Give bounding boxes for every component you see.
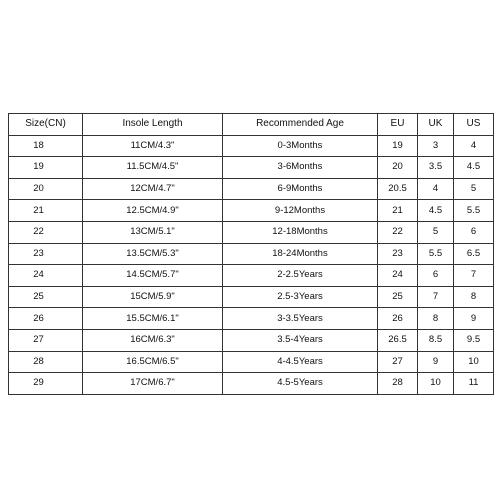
cell-us: 6.5	[454, 243, 494, 265]
cell-uk: 10	[418, 373, 454, 395]
cell-uk: 5	[418, 221, 454, 243]
cell-size-cn: 26	[9, 308, 83, 330]
cell-eu: 26	[378, 308, 418, 330]
cell-us: 10	[454, 351, 494, 373]
table-row	[9, 308, 494, 330]
cell-recommended-age: 3-3.5Years	[223, 308, 378, 330]
cell-uk: 3	[418, 135, 454, 157]
cell-eu: 28	[378, 373, 418, 395]
cell-uk: 7	[418, 286, 454, 308]
size-chart-body	[9, 135, 494, 394]
cell-size-cn: 25	[9, 286, 83, 308]
cell-us: 9.5	[454, 329, 494, 351]
header-us: US	[454, 114, 494, 136]
cell-size-cn: 29	[9, 373, 83, 395]
cell-recommended-age: 2-2.5Years	[223, 265, 378, 287]
cell-insole-length: 16CM/6.3"	[83, 329, 223, 351]
cell-recommended-age: 4-4.5Years	[223, 351, 378, 373]
cell-eu: 22	[378, 221, 418, 243]
table-row	[9, 243, 494, 265]
cell-uk: 3.5	[418, 157, 454, 179]
cell-recommended-age: 2.5-3Years	[223, 286, 378, 308]
cell-us: 8	[454, 286, 494, 308]
cell-recommended-age: 12-18Months	[223, 221, 378, 243]
cell-size-cn: 19	[9, 157, 83, 179]
cell-size-cn: 18	[9, 135, 83, 157]
cell-eu: 27	[378, 351, 418, 373]
cell-eu: 24	[378, 265, 418, 287]
table-row	[9, 135, 494, 157]
cell-uk: 8	[418, 308, 454, 330]
table-row	[9, 351, 494, 373]
cell-us: 4	[454, 135, 494, 157]
header-eu: EU	[378, 114, 418, 136]
cell-eu: 25	[378, 286, 418, 308]
header-uk: UK	[418, 114, 454, 136]
cell-uk: 4.5	[418, 200, 454, 222]
cell-recommended-age: 6-9Months	[223, 178, 378, 200]
cell-size-cn: 27	[9, 329, 83, 351]
cell-uk: 9	[418, 351, 454, 373]
table-row	[9, 157, 494, 179]
cell-eu: 21	[378, 200, 418, 222]
table-row	[9, 178, 494, 200]
cell-us: 4.5	[454, 157, 494, 179]
table-row	[9, 373, 494, 395]
size-chart-table	[8, 113, 494, 395]
cell-eu: 20.5	[378, 178, 418, 200]
header-insole-length: Insole Length	[83, 114, 223, 136]
header-recommended-age: Recommended Age	[223, 114, 378, 136]
cell-insole-length: 12CM/4.7"	[83, 178, 223, 200]
cell-uk: 4	[418, 178, 454, 200]
table-row	[9, 286, 494, 308]
cell-recommended-age: 4.5-5Years	[223, 373, 378, 395]
size-chart-header	[9, 114, 494, 136]
cell-insole-length: 13.5CM/5.3"	[83, 243, 223, 265]
cell-eu: 23	[378, 243, 418, 265]
cell-insole-length: 11.5CM/4.5"	[83, 157, 223, 179]
cell-insole-length: 17CM/6.7"	[83, 373, 223, 395]
cell-size-cn: 24	[9, 265, 83, 287]
cell-size-cn: 23	[9, 243, 83, 265]
cell-recommended-age: 18-24Months	[223, 243, 378, 265]
cell-us: 11	[454, 373, 494, 395]
cell-insole-length: 14.5CM/5.7"	[83, 265, 223, 287]
cell-us: 5	[454, 178, 494, 200]
cell-uk: 8.5	[418, 329, 454, 351]
cell-insole-length: 12.5CM/4.9"	[83, 200, 223, 222]
table-row	[9, 265, 494, 287]
table-row	[9, 329, 494, 351]
cell-us: 6	[454, 221, 494, 243]
cell-recommended-age: 3.5-4Years	[223, 329, 378, 351]
cell-size-cn: 21	[9, 200, 83, 222]
cell-eu: 26.5	[378, 329, 418, 351]
cell-recommended-age: 0-3Months	[223, 135, 378, 157]
cell-insole-length: 15CM/5.9"	[83, 286, 223, 308]
cell-eu: 20	[378, 157, 418, 179]
header-row	[9, 114, 494, 136]
table-row	[9, 200, 494, 222]
cell-uk: 6	[418, 265, 454, 287]
table-row	[9, 221, 494, 243]
cell-insole-length: 16.5CM/6.5"	[83, 351, 223, 373]
cell-uk: 5.5	[418, 243, 454, 265]
cell-us: 5.5	[454, 200, 494, 222]
header-size-cn: Size(CN)	[9, 114, 83, 136]
cell-recommended-age: 3-6Months	[223, 157, 378, 179]
cell-size-cn: 22	[9, 221, 83, 243]
cell-eu: 19	[378, 135, 418, 157]
cell-us: 9	[454, 308, 494, 330]
cell-us: 7	[454, 265, 494, 287]
cell-recommended-age: 9-12Months	[223, 200, 378, 222]
cell-insole-length: 13CM/5.1"	[83, 221, 223, 243]
cell-insole-length: 15.5CM/6.1"	[83, 308, 223, 330]
cell-size-cn: 28	[9, 351, 83, 373]
cell-insole-length: 11CM/4.3"	[83, 135, 223, 157]
cell-size-cn: 20	[9, 178, 83, 200]
